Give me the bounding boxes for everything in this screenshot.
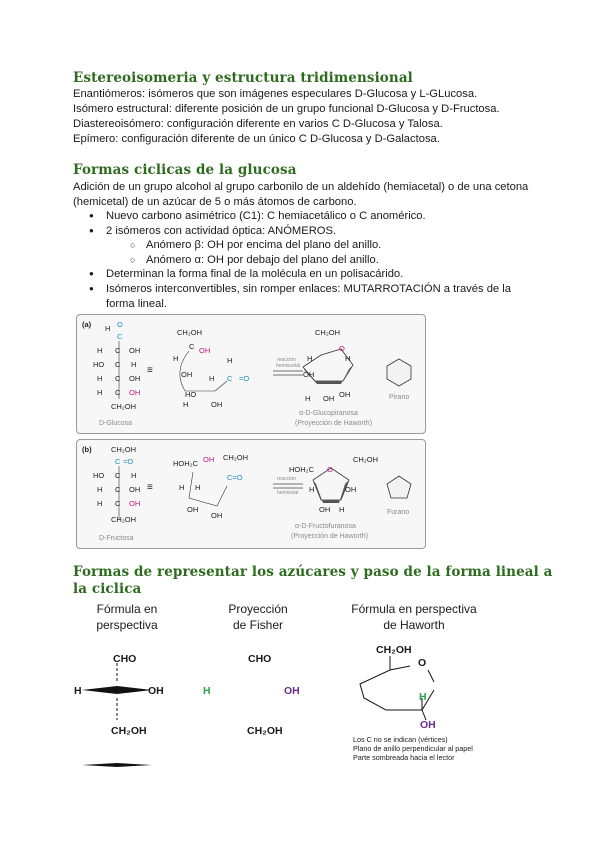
svg-text:C: C — [189, 342, 195, 351]
svg-text:CH₂OH: CH₂OH — [315, 328, 340, 337]
haworth-h: H — [419, 691, 427, 703]
svg-text:hemicetal: hemicetal — [277, 490, 299, 496]
svg-text:HOH₂C: HOH₂C — [173, 459, 198, 468]
haworth-note-3: Parte sombreada hacia el lector — [353, 753, 455, 762]
svg-text:OH: OH — [211, 511, 223, 520]
svg-text:OH: OH — [303, 370, 315, 379]
svg-text:C: C — [227, 374, 233, 383]
furan-name: Furano — [387, 509, 410, 516]
svg-text:H: H — [97, 346, 103, 355]
ring-name: α-D-Fructofuranosa — [295, 523, 356, 530]
reaction-arrow — [273, 476, 303, 496]
svg-text:H: H — [183, 400, 189, 409]
figure-fructose-cyclization — [76, 439, 426, 549]
glucopyranose-ring — [303, 328, 353, 403]
list-item: ○ Anómero β: OH por encima del plano del anillo. — [73, 238, 511, 253]
fructose-diagram — [77, 440, 425, 548]
svg-text:C: C — [115, 499, 121, 508]
svg-text:reacción: reacción — [277, 476, 296, 482]
svg-text:H: H — [97, 485, 103, 494]
svg-text:C: C — [115, 346, 121, 355]
svg-text:H: H — [227, 356, 233, 365]
fructose-open-chain — [93, 445, 140, 524]
svg-text:H: H — [173, 354, 179, 363]
perspective-oh: OH — [148, 685, 164, 697]
definition-epimer: Epímero: configuración diferente de un único C D-Glucosa y D-Galactosa. — [73, 133, 440, 145]
ring-projection: (Proyección de Haworth) — [295, 420, 373, 427]
svg-text:OH: OH — [187, 505, 199, 514]
list-item: ● Isómeros interconvertibles, sin romper enlaces: MUTARROTACIÓN a través de la — [73, 282, 511, 297]
svg-text:C: C — [115, 374, 121, 383]
perspective-ch2oh: CH₂OH — [111, 725, 147, 737]
reaction-arrow — [273, 357, 303, 375]
fisher-oh: OH — [284, 685, 300, 697]
haworth-ring-oxygen: O — [418, 657, 427, 669]
column-title-fisher: Proyección de Fisher — [228, 602, 288, 632]
svg-text:H: H — [97, 374, 103, 383]
definition-diastereoisomer: Diastereoisómero: configuración diferente en varios C D-Glucosa y Talosa. — [73, 118, 443, 130]
list-item-continuation: forma lineal. — [106, 297, 167, 310]
svg-text:OH: OH — [211, 400, 223, 409]
section-title-stereoisomerism: Estereoisomeria y estructura tridimensional — [73, 70, 413, 86]
svg-text:CH₂OH: CH₂OH — [111, 445, 136, 454]
svg-text:C: C — [117, 332, 123, 341]
definition-structural-isomer: Isómero estructural: diferente posición de un grupo funcional D-Glucosa y D-Fructosa. — [73, 103, 500, 115]
svg-text:H: H — [209, 374, 215, 383]
fisher-h: H — [203, 685, 211, 697]
perspective-formula-drawing — [70, 648, 180, 773]
fructose-curved-chain — [173, 453, 248, 520]
svg-text:HO: HO — [93, 360, 105, 369]
svg-text:reacción: reacción — [277, 357, 296, 363]
definition-enantiomers: Enantiómeros: isómeros que son imágenes especulares D-Glucosa y L-GLucosa. — [73, 88, 478, 100]
svg-text:C: C — [115, 485, 121, 494]
svg-text:≡: ≡ — [147, 365, 153, 376]
glucose-curved-chain — [173, 328, 249, 409]
svg-text:OH: OH — [203, 455, 215, 464]
pyran-name: Pirano — [389, 394, 410, 401]
pyran-shape — [387, 359, 411, 386]
svg-text:H: H — [309, 485, 315, 494]
glucose-diagram — [77, 315, 425, 433]
svg-text:CH₂OH: CH₂OH — [111, 402, 136, 411]
cyclic-forms-list — [73, 209, 511, 311]
section-title-representations — [73, 564, 552, 598]
svg-text:C: C — [115, 471, 121, 480]
svg-text:OH: OH — [181, 370, 193, 379]
svg-text:H: H — [305, 394, 311, 403]
fisher-cho: CHO — [248, 653, 272, 665]
haworth-note-2: Plano de anillo perpendicular al papel — [353, 744, 473, 753]
svg-text:C: C — [115, 388, 121, 397]
svg-text:C: C — [115, 457, 121, 466]
svg-text:H: H — [105, 324, 111, 333]
section-title-line-1: Formas de representar los azúcares y paso de la forma lineal a — [73, 564, 553, 580]
glucose-open-chain — [93, 320, 140, 411]
svg-text:H: H — [131, 471, 137, 480]
svg-text:H: H — [179, 483, 185, 492]
svg-text:OH: OH — [129, 346, 141, 355]
fructofuranose-ring — [289, 455, 378, 514]
haworth-note-1: Los C no se indican (vértices) — [353, 735, 448, 744]
svg-text:OH: OH — [319, 505, 331, 514]
svg-text:HO: HO — [185, 390, 197, 399]
column-title-perspective: Fórmula en perspectiva — [96, 602, 158, 632]
furan-shape — [387, 476, 411, 498]
svg-text:OH: OH — [129, 374, 141, 383]
svg-text:≡: ≡ — [147, 482, 153, 493]
svg-text:OH: OH — [339, 390, 351, 399]
figure-label: (b) — [82, 445, 92, 454]
svg-text:O: O — [339, 344, 345, 353]
svg-text:OH: OH — [323, 394, 335, 403]
intro-line-2: (hemicetal) de un azúcar de 5 o más átomos de carbono. — [73, 196, 357, 208]
svg-text:H: H — [97, 388, 103, 397]
svg-text:OH: OH — [129, 499, 141, 508]
svg-text:OH: OH — [199, 346, 211, 355]
svg-text:H: H — [345, 354, 351, 363]
section-title-line-2: la ciclica — [73, 581, 142, 597]
svg-text:CH₂OH: CH₂OH — [353, 455, 378, 464]
list-item: ● Nuevo carbono asimétrico (C1): C hemiacetálico o C anomérico. — [73, 209, 511, 224]
haworth-ch2oh: CH₂OH — [376, 644, 412, 656]
svg-text:H: H — [307, 354, 313, 363]
list-item: ● 2 isómeros con actividad óptica: ANÓMEROS. — [73, 224, 511, 239]
svg-text:OH: OH — [129, 388, 141, 397]
list-item: ○ Anómero α: OH por debajo del plano del anillo. — [73, 253, 511, 268]
perspective-cho: CHO — [113, 653, 137, 665]
svg-text:HOH₂C: HOH₂C — [289, 465, 314, 474]
svg-text:H: H — [131, 360, 137, 369]
svg-text:O: O — [327, 465, 333, 474]
open-chain-name: D-Glucosa — [99, 420, 133, 427]
perspective-h: H — [74, 685, 82, 697]
svg-text:OH: OH — [129, 485, 141, 494]
column-title-haworth: Fórmula en perspectiva de Haworth — [351, 602, 477, 632]
intro-line-1: Adición de un grupo alcohol al grupo carbonilo de un aldehído (hemiacetal) o de una cetona — [73, 181, 529, 193]
svg-text:=O: =O — [123, 457, 134, 466]
fisher-ch2oh: CH₂OH — [247, 725, 283, 737]
svg-text:CH₂OH: CH₂OH — [177, 328, 202, 337]
section-title-cyclic-forms: Formas ciclicas de la glucosa — [73, 162, 297, 178]
svg-text:H: H — [97, 499, 103, 508]
svg-text:CH₂OH: CH₂OH — [223, 453, 248, 462]
svg-text:O: O — [117, 320, 123, 329]
svg-text:HO: HO — [93, 471, 105, 480]
svg-text:=O: =O — [239, 374, 250, 383]
haworth-oh: OH — [420, 719, 436, 731]
svg-text:H: H — [339, 505, 345, 514]
svg-text:CH₂OH: CH₂OH — [111, 515, 136, 524]
open-chain-name: D-Fructosa — [99, 535, 134, 542]
svg-text:H: H — [195, 483, 201, 492]
svg-text:C: C — [115, 360, 121, 369]
svg-text:C=O: C=O — [227, 473, 243, 482]
figure-label: (a) — [82, 320, 92, 329]
svg-text:hemiacetal: hemiacetal — [276, 363, 301, 369]
list-item: ● Determinan la forma final de la molécula en un polisacárido. — [73, 267, 511, 282]
ring-name: α-D-Glucopiranosa — [299, 410, 358, 417]
svg-text:OH: OH — [345, 485, 357, 494]
ring-projection: (Proyección de Haworth) — [291, 533, 369, 540]
figure-glucose-cyclization — [76, 314, 426, 434]
